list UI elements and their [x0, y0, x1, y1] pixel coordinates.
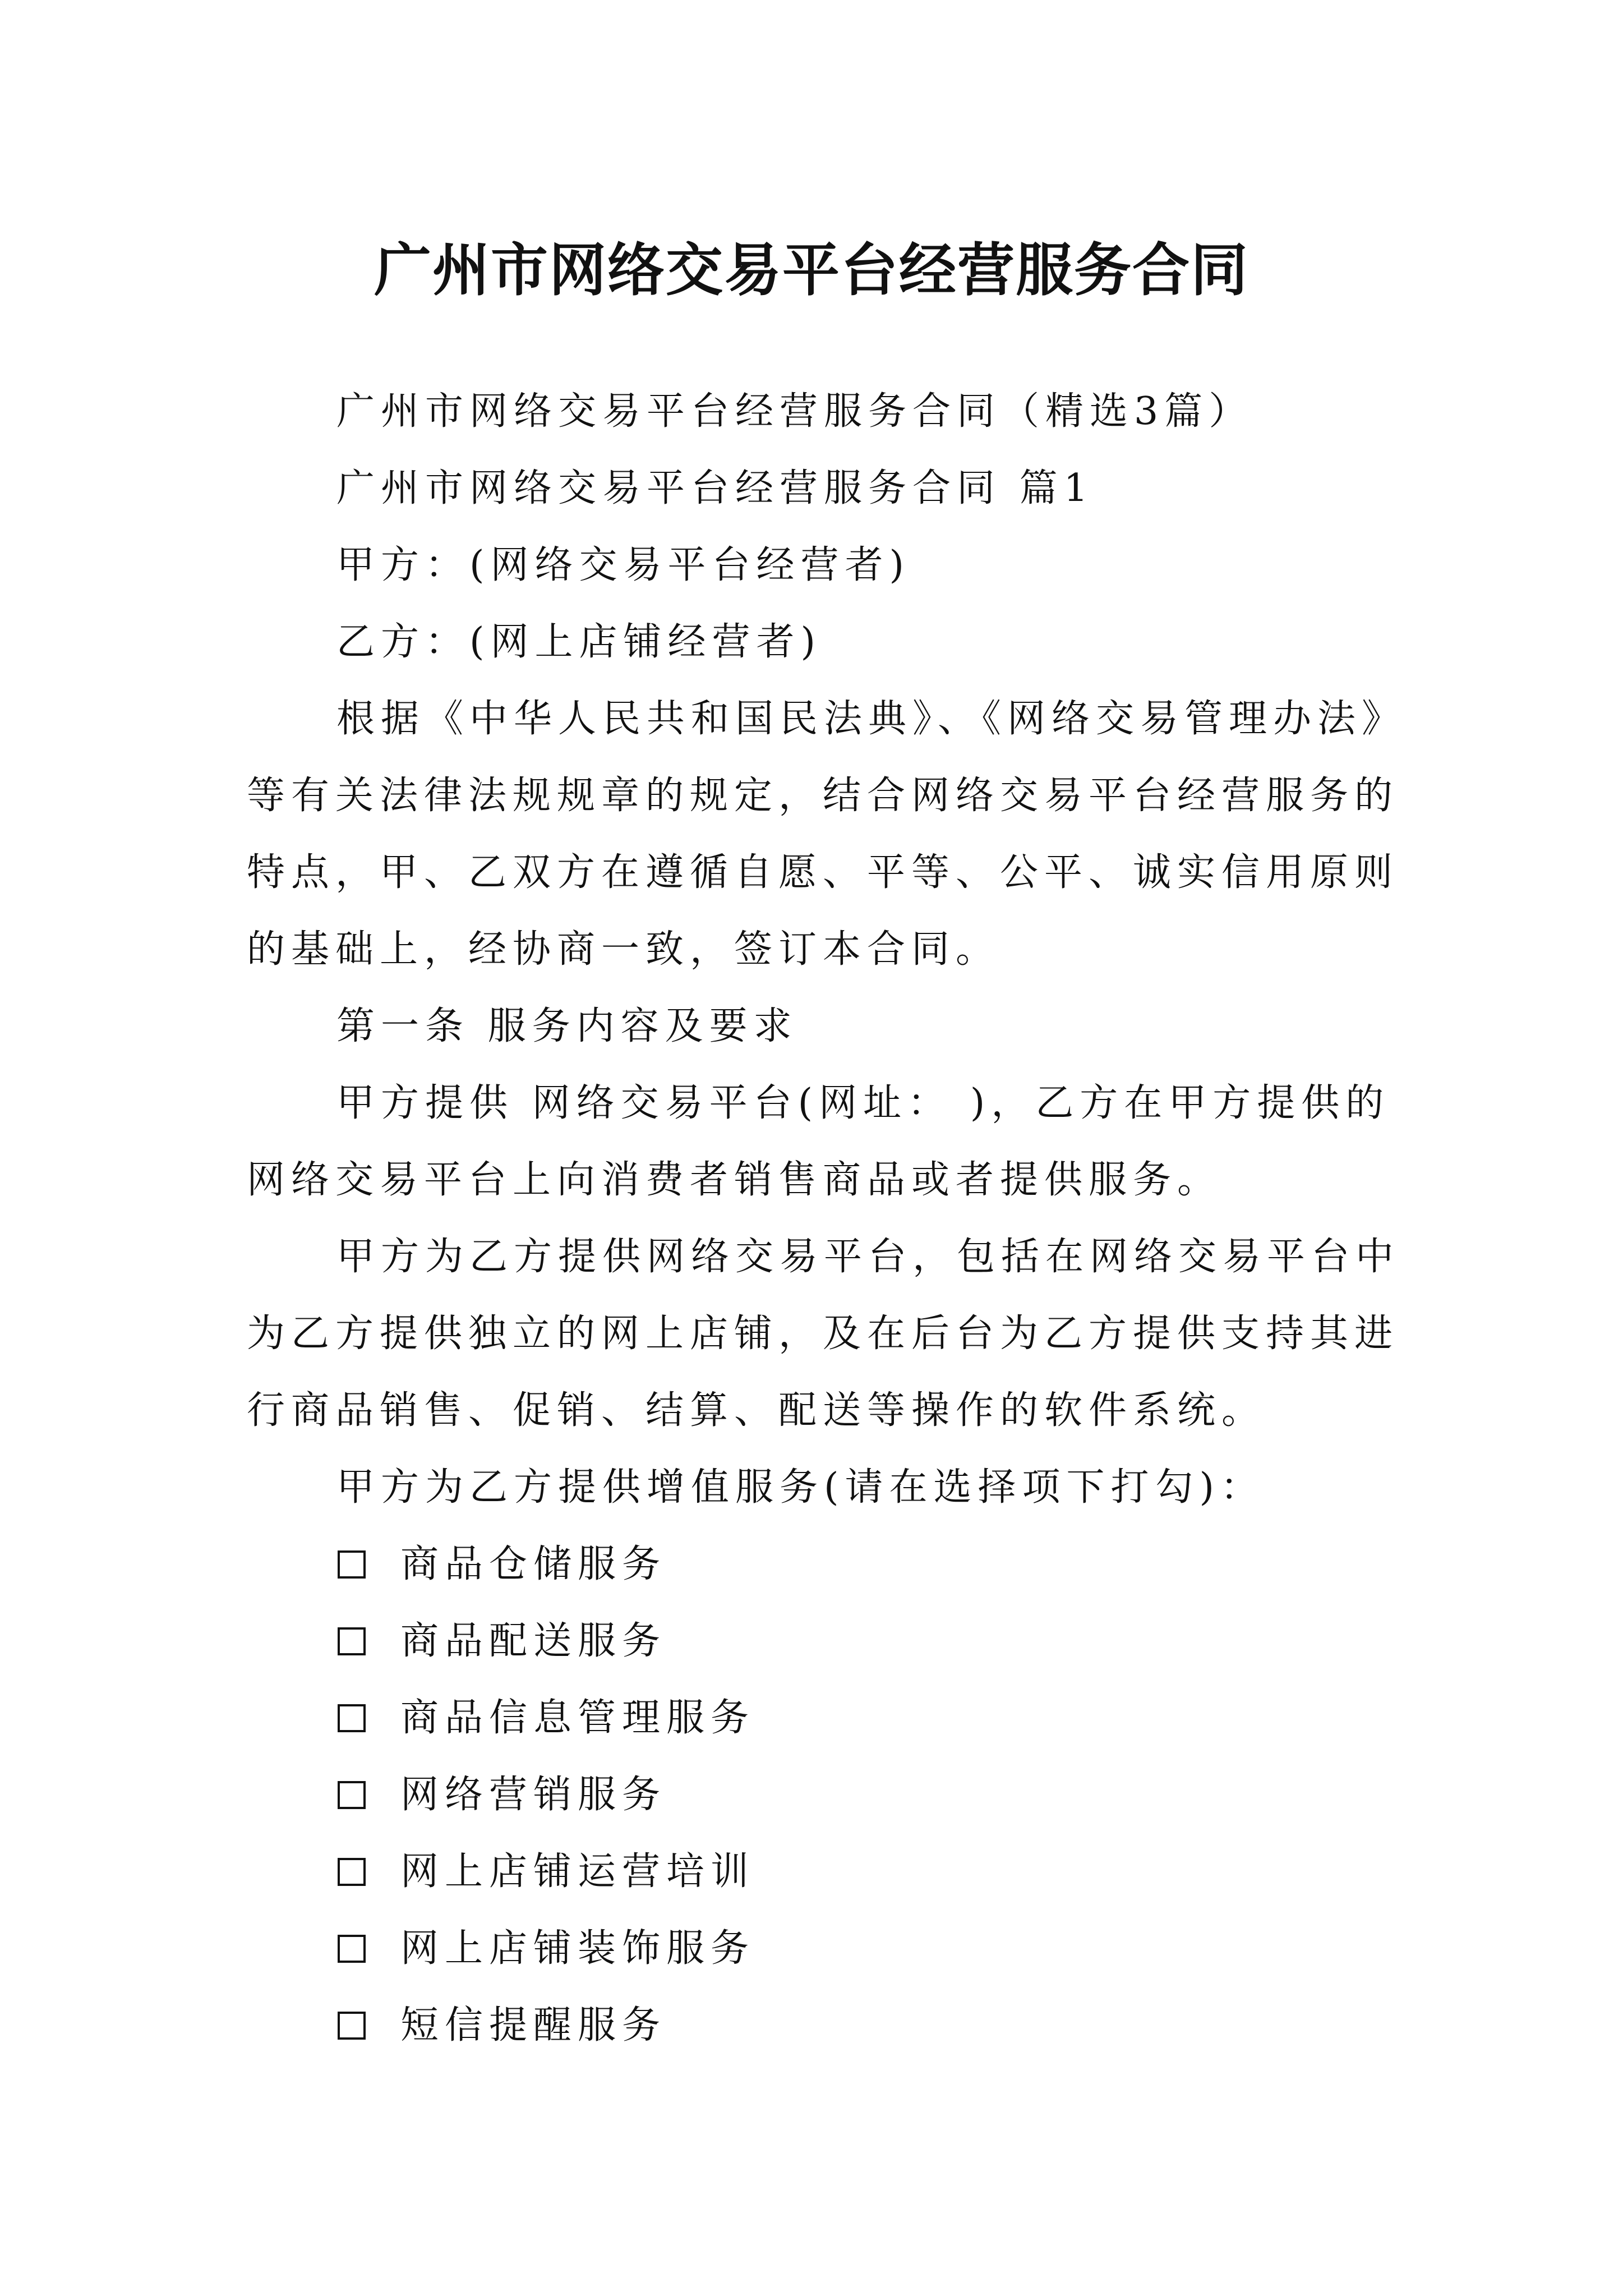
checkbox[interactable] — [338, 2012, 366, 2040]
preamble-line-1: 根据《中华人民共和国民法典》、《网络交易管理办法》 — [336, 697, 1407, 741]
checklist-label: 短信提醒服务 — [400, 2003, 667, 2047]
checklist-label: 网络营销服务 — [400, 1773, 667, 1817]
checkbox[interactable] — [338, 1627, 366, 1655]
preamble-line-4: 的基础上，经协商一致，签订本合同。 — [247, 927, 1000, 972]
checklist-label: 商品配送服务 — [400, 1619, 667, 1663]
document-subtitle: 广州市网络交易平台经营服务合同（精选3篇） — [336, 389, 1253, 434]
checklist-label: 网上店铺运营培训 — [400, 1849, 755, 1894]
preamble-line-3: 特点，甲、乙双方在遵循自愿、平等、公平、诚实信用原则 — [247, 850, 1399, 895]
checklist-label: 网上店铺装饰服务 — [400, 1926, 755, 1971]
document-title: 广州市网络交易平台经营服务合同 — [374, 237, 1249, 305]
checklist-item-marketing[interactable] — [247, 1756, 1385, 1833]
checkbox[interactable] — [338, 1858, 366, 1886]
section-heading: 广州市网络交易平台经营服务合同 篇1 — [336, 466, 1094, 510]
checklist-label: 商品仓储服务 — [400, 1542, 667, 1586]
clause-2-line-1: 甲方为乙方提供网络交易平台，包括在网络交易平台中 — [336, 1235, 1400, 1279]
checklist-item-delivery[interactable] — [247, 1603, 1385, 1680]
checklist-item-warehousing[interactable] — [247, 1526, 1385, 1603]
checklist-item-decoration[interactable] — [247, 1910, 1385, 1987]
checklist-label: 商品信息管理服务 — [400, 1696, 755, 1740]
clause-1-line-1: 甲方提供 网络交易平台(网址： )，乙方在甲方提供的 — [336, 1081, 1390, 1125]
checkbox[interactable] — [338, 1704, 366, 1732]
checklist-item-training[interactable] — [247, 1833, 1385, 1910]
checklist-item-sms[interactable] — [247, 1987, 1385, 2064]
party-b-line: 乙方：(网上店铺经营者) — [336, 620, 822, 664]
clause-2-line-3: 行商品销售、促销、结算、配送等操作的软件系统。 — [247, 1388, 1266, 1433]
checkbox[interactable] — [338, 1781, 366, 1809]
article-1-heading: 第一条 服务内容及要求 — [336, 1004, 798, 1048]
preamble-line-2: 等有关法律法规规章的规定，结合网络交易平台经营服务的 — [247, 774, 1399, 818]
checkbox[interactable] — [338, 1935, 366, 1963]
clause-1-line-2: 网络交易平台上向消费者销售商品或者提供服务。 — [247, 1158, 1222, 1202]
party-a-line: 甲方：(网络交易平台经营者) — [336, 543, 911, 587]
value-added-intro: 甲方为乙方提供增值服务(请在选择项下打勾)： — [336, 1465, 1265, 1510]
checkbox[interactable] — [338, 1550, 366, 1579]
document-body — [247, 373, 1407, 2064]
checklist-item-info-management[interactable] — [247, 1680, 1385, 1756]
clause-2-line-2: 为乙方提供独立的网上店铺，及在后台为乙方提供支持其进 — [247, 1312, 1399, 1356]
